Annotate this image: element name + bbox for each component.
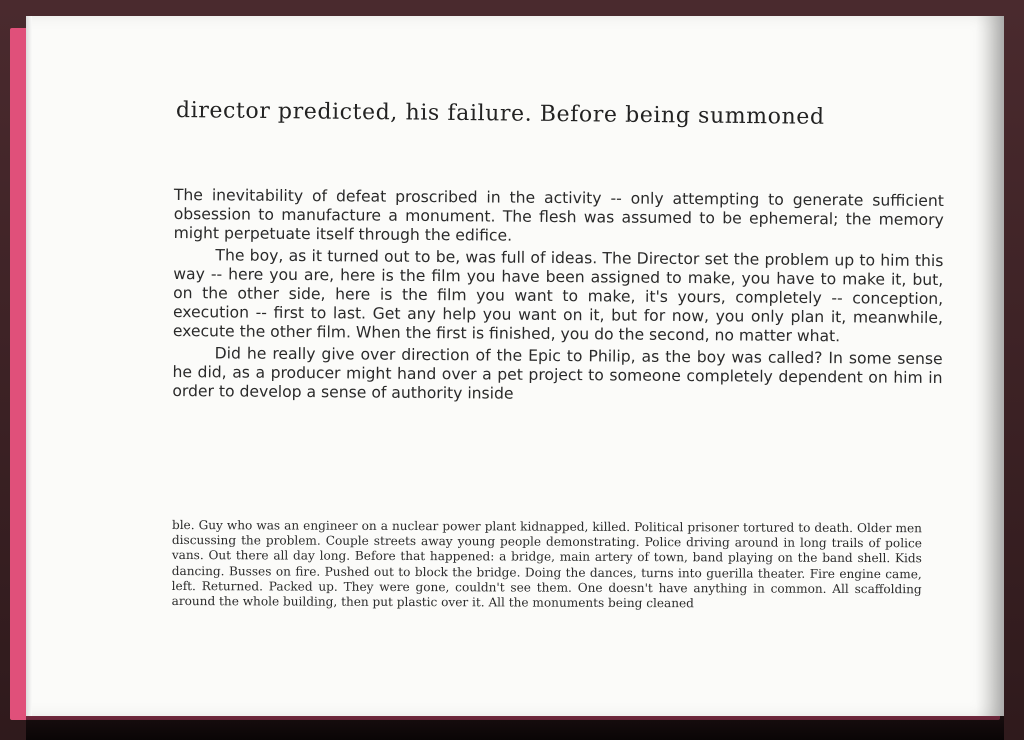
paragraph-2: The boy, as it turned out to be, was full of ideas. The Director set the problem up to him this way -- here you are, here is the film you have been assigned to make, you have to make it, but, on the other side, here is the film you want to make, it's yours, completely -- conception, execution -- first to last. Get any help you want on it, but for now, you only plan it, meanwhile, execute the other film. When the first is finished, you do the second, no matter what. bbox=[172, 245, 944, 346]
spine-shadow bbox=[976, 16, 1004, 716]
footnote-text: ble. Guy who was an engineer on a nuclear power plant kidnapped, killed. Political prisoner tortured to death. Older men discussing the problem. Couple streets away young people demonstrating. Police driving around in long trails of police vans. Out there all day long. Before that happened: a bridge, main artery of town, band playing on the band shell. Kids dancing. Busses on fire. Pushed out to block the bridge. Doing the dances, turns into guerilla theater. Fire engine came, left. Returned. Packed up. They were gone, couldn't see them. One doesn't have anything in common. All scaffolding around the whole building, then put plastic over it. All the monuments being cleaned bbox=[171, 518, 922, 611]
book-page bbox=[26, 16, 1004, 716]
paragraph-3: Did he really give over direction of the Epic to Philip, as the boy was called? In some sense he did, as a producer might hand over a pet project to someone completely dependent on him in order to develop a sense of authority inside bbox=[172, 343, 943, 403]
bottom-shadow bbox=[26, 716, 1004, 740]
paragraph-1: The inevitability of defeat proscribed in the activity -- only attempting to generate sufficient obsession to manufacture a monument. The flesh was assumed to be ephemeral; the memory might perpetuate itself through the edifice. bbox=[173, 186, 944, 246]
main-text bbox=[172, 186, 944, 409]
page-left-edge bbox=[26, 16, 32, 716]
page-heading: director predicted, his failure. Before being summoned bbox=[175, 98, 825, 130]
